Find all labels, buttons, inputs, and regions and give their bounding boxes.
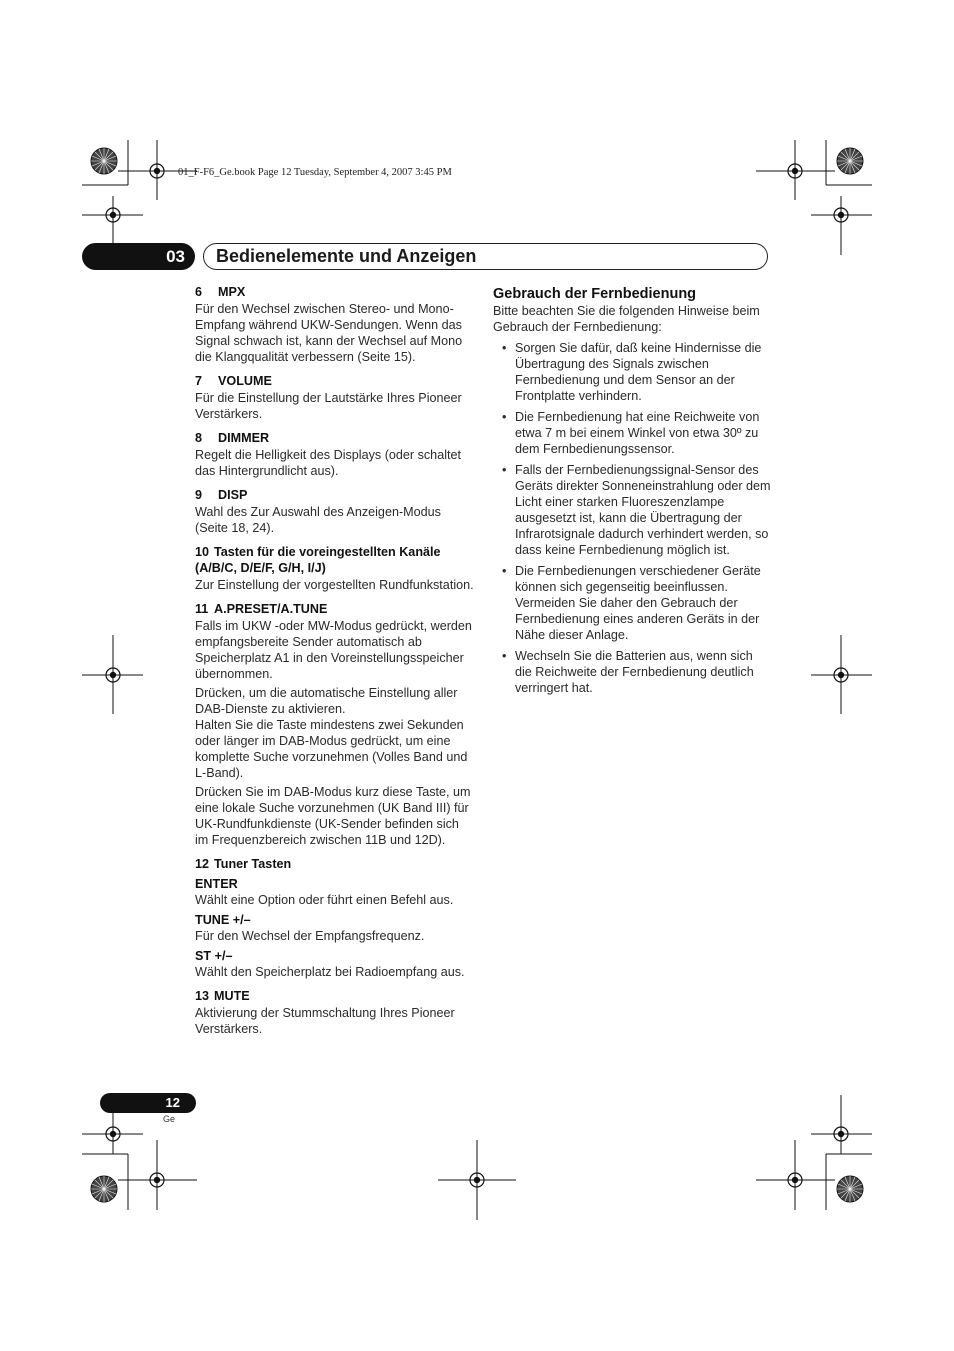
item-heading [195, 856, 475, 872]
bullet: • [502, 341, 507, 355]
item-description: Für den Wechsel zwischen Stereo- und Mono-Empfang während UKW-Sendungen. Wenn das Signal schwach ist, kann der Wechsel auf Mono die Klangqualität verbessern (Seite 15). [195, 302, 463, 364]
item-description: Halten Sie die Taste mindestens zwei Sekunden oder länger im DAB-Modus gedrückt, um eine komplette Suche vorzunehmen (Volles Band und L-Band). [195, 718, 468, 780]
list-item-text: Die Fernbedienung hat eine Reichweite von etwa 7 m bei einem Winkel von etwa 30º zu dem Fernbedienungssensor. [515, 410, 760, 456]
item-number: 6 [195, 285, 203, 299]
item-description: Drücken, um die automatische Einstellung aller DAB-Dienste zu aktivieren. [195, 686, 458, 716]
item-preset-keys [195, 544, 475, 593]
item-description: Aktivierung der Stummschaltung Ihres Pioneer Verstärkers. [195, 1006, 455, 1036]
bullet: • [502, 410, 507, 424]
list-item [493, 340, 773, 404]
item-number: 11 [195, 602, 209, 616]
section-title: Gebrauch der Fernbedienung [493, 286, 697, 302]
item-number: 10 [195, 545, 210, 559]
enter-description: Wählt eine Option oder führt einen Befehl aus. [195, 893, 454, 907]
item-title: MPX [218, 285, 246, 299]
item-title: Tasten für die voreingestellten Kanäle (A/B/C, D/E/F, G/H, I/J) [195, 545, 441, 575]
item-number: 8 [195, 431, 203, 445]
item-heading [195, 487, 475, 503]
item-heading [195, 544, 475, 576]
book-meta-line: 01_F-F6_Ge.book Page 12 Tuesday, September 4, 2007 3:45 PM [178, 167, 452, 178]
item-apreset [195, 601, 475, 848]
item-description: Drücken Sie im DAB-Modus kurz diese Taste, um eine lokale Suche vorzunehmen (UK Band III) für UK-Rundfunkdienste (UK-Sender befinden sich im Frequenzbereich zwischen 11B und 12D). [195, 785, 471, 847]
item-heading [195, 373, 475, 389]
right-column [493, 284, 773, 701]
chapter-number-badge: 03 [82, 243, 195, 270]
item-title: Tuner Tasten [214, 857, 292, 871]
page-number: 12 [100, 1093, 196, 1113]
list-item [493, 409, 773, 457]
item-description: Für die Einstellung der Lautstärke Ihres Pioneer Verstärkers. [195, 391, 462, 421]
list-item [493, 648, 773, 696]
item-number: 7 [195, 374, 203, 388]
item-description: Regelt die Helligkeit des Displays (oder schaltet das Hintergrundlicht aus). [195, 448, 461, 478]
item-disp [195, 487, 475, 536]
tune-description: Für den Wechsel der Empfangsfrequenz. [195, 929, 425, 943]
item-title: A.PRESET/A.TUNE [214, 602, 328, 616]
list-item-text: Falls der Fernbedienungssignal-Sensor des Geräts direkter Sonneneinstrahlung oder dem Licht einer starken Fluoreszenzlampe ausgesetzt ist, kann die Übertragung der Infrarotsignale dadurch verhindert werden, so dass keine Fernbedienung möglich ist. [515, 463, 771, 557]
st-description: Wählt den Speicherplatz bei Radioempfang aus. [195, 965, 465, 979]
list-item-text: Die Fernbedienungen verschiedener Geräte können sich gegenseitig beeinflussen. Vermeiden Sie daher den Gebrauch der Fernbedienung eines anderen Geräts in der Nähe dieser Anlage. [515, 564, 761, 642]
chapter-title: Bedienelemente und Anzeigen [203, 243, 768, 270]
bullet: • [502, 463, 507, 477]
list-item-text: Sorgen Sie dafür, daß keine Hindernisse die Übertragung des Signals zwischen Fernbedienung und dem Sensor an der Frontplatte verhindern. [515, 341, 762, 403]
language-code: Ge [163, 1114, 176, 1124]
item-mute [195, 988, 475, 1037]
bullet: • [502, 564, 507, 578]
item-title: VOLUME [218, 374, 272, 388]
item-volume [195, 373, 475, 422]
item-heading [195, 284, 475, 300]
list-item [493, 462, 773, 558]
item-description: Falls im UKW -oder MW-Modus gedrückt, werden empfangsbereite Sender automatisch ab Speicherplatz A1 in den Voreinstellungsspeicher übernommen. [195, 619, 472, 681]
item-description: Wahl des Zur Auswahl des Anzeigen-Modus (Seite 18, 24). [195, 505, 441, 535]
item-title: MUTE [214, 989, 250, 1003]
item-title: DISP [218, 488, 248, 502]
item-heading [195, 601, 475, 617]
list-item-text: Wechseln Sie die Batterien aus, wenn sich die Reichweite der Fernbedienung deutlich verringert hat. [515, 649, 754, 695]
item-number: 9 [195, 488, 203, 502]
bullet: • [502, 649, 507, 663]
section-intro: Bitte beachten Sie die folgenden Hinweise beim Gebrauch der Fernbedienung: [493, 304, 760, 334]
item-mpx [195, 284, 475, 365]
item-heading [195, 988, 475, 1004]
item-dimmer [195, 430, 475, 479]
item-number: 12 [195, 857, 210, 871]
item-number: 13 [195, 989, 210, 1003]
list-item [493, 563, 773, 643]
item-title: DIMMER [218, 431, 270, 445]
left-column [195, 284, 475, 1045]
st-label: ST +/– [195, 949, 233, 963]
enter-label: ENTER [195, 877, 238, 891]
tune-label: TUNE +/– [195, 913, 251, 927]
item-tuner-keys [195, 856, 475, 980]
item-heading [195, 430, 475, 446]
remote-tips-list [493, 340, 773, 696]
item-description: Zur Einstellung der vorgestellten Rundfunkstation. [195, 578, 474, 592]
